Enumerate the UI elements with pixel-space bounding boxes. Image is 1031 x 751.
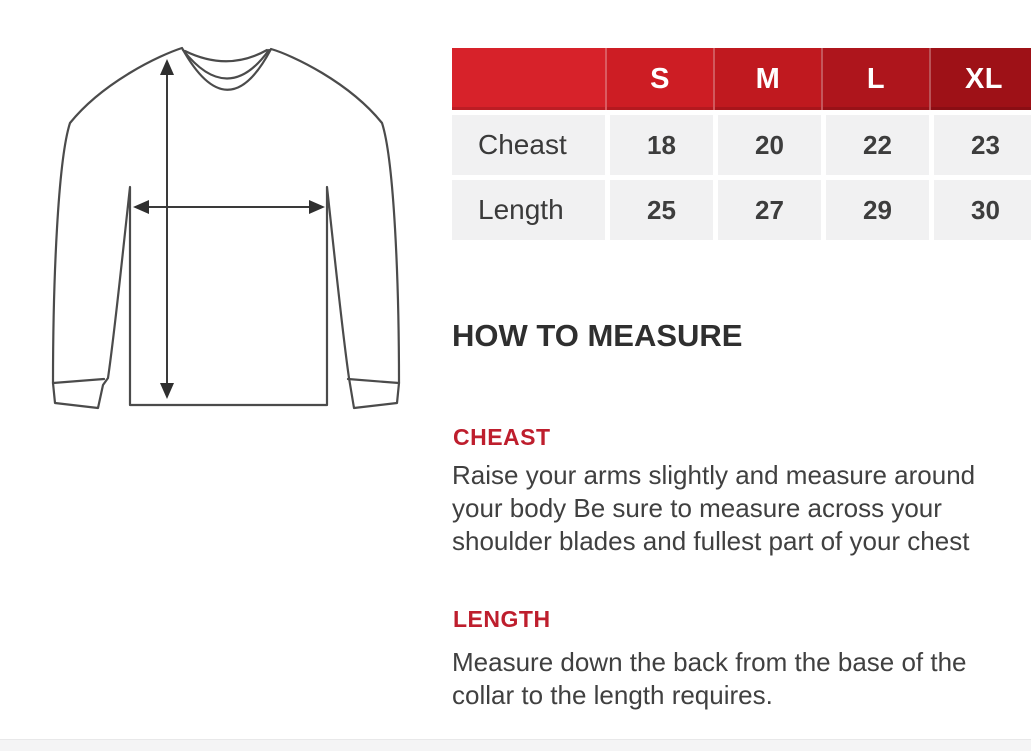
shirt-outline-svg	[25, 30, 435, 450]
collar-inner-line	[185, 50, 267, 61]
shirt-outline	[53, 48, 399, 408]
section-heading-cheast: CHEAST	[453, 424, 551, 450]
cheast-value-s: 18	[605, 110, 713, 175]
row-label-length: Length	[452, 175, 605, 240]
size-chart-table	[452, 48, 1031, 240]
length-value-m: 27	[713, 175, 821, 240]
cheast-instructions	[452, 459, 1031, 558]
length-value-s: 25	[605, 175, 713, 240]
shirt-diagram	[25, 30, 435, 450]
length-value-xl: 30	[929, 175, 1031, 240]
header-cell-size-m: M	[713, 48, 821, 110]
cheast-instruction-line-3: shoulder blades and fullest part of your chest	[452, 526, 970, 556]
section-heading-length: LENGTH	[453, 606, 551, 632]
length-value-l: 29	[821, 175, 929, 240]
length-instructions	[452, 646, 1031, 712]
cheast-instruction-line-1: Raise your arms slightly and measure around	[452, 460, 976, 490]
cheast-instruction-line-2: your body Be sure to measure across your	[452, 493, 942, 523]
header-cell-size-s: S	[605, 48, 713, 110]
cheast-value-xl: 23	[929, 110, 1031, 175]
length-instruction-line-2: collar to the length requires.	[452, 680, 773, 710]
header-cell-size-xl: XL	[929, 48, 1031, 110]
length-instruction-line-1: Measure down the back from the base of the	[452, 647, 967, 677]
bottom-divider-bar	[0, 739, 1031, 751]
cheast-value-m: 20	[713, 110, 821, 175]
how-to-measure-title: HOW TO MEASURE	[452, 318, 743, 353]
header-cell-size-l: L	[821, 48, 929, 110]
row-label-cheast: Cheast	[452, 110, 605, 175]
header-cell-empty	[452, 48, 605, 110]
cheast-value-l: 22	[821, 110, 929, 175]
